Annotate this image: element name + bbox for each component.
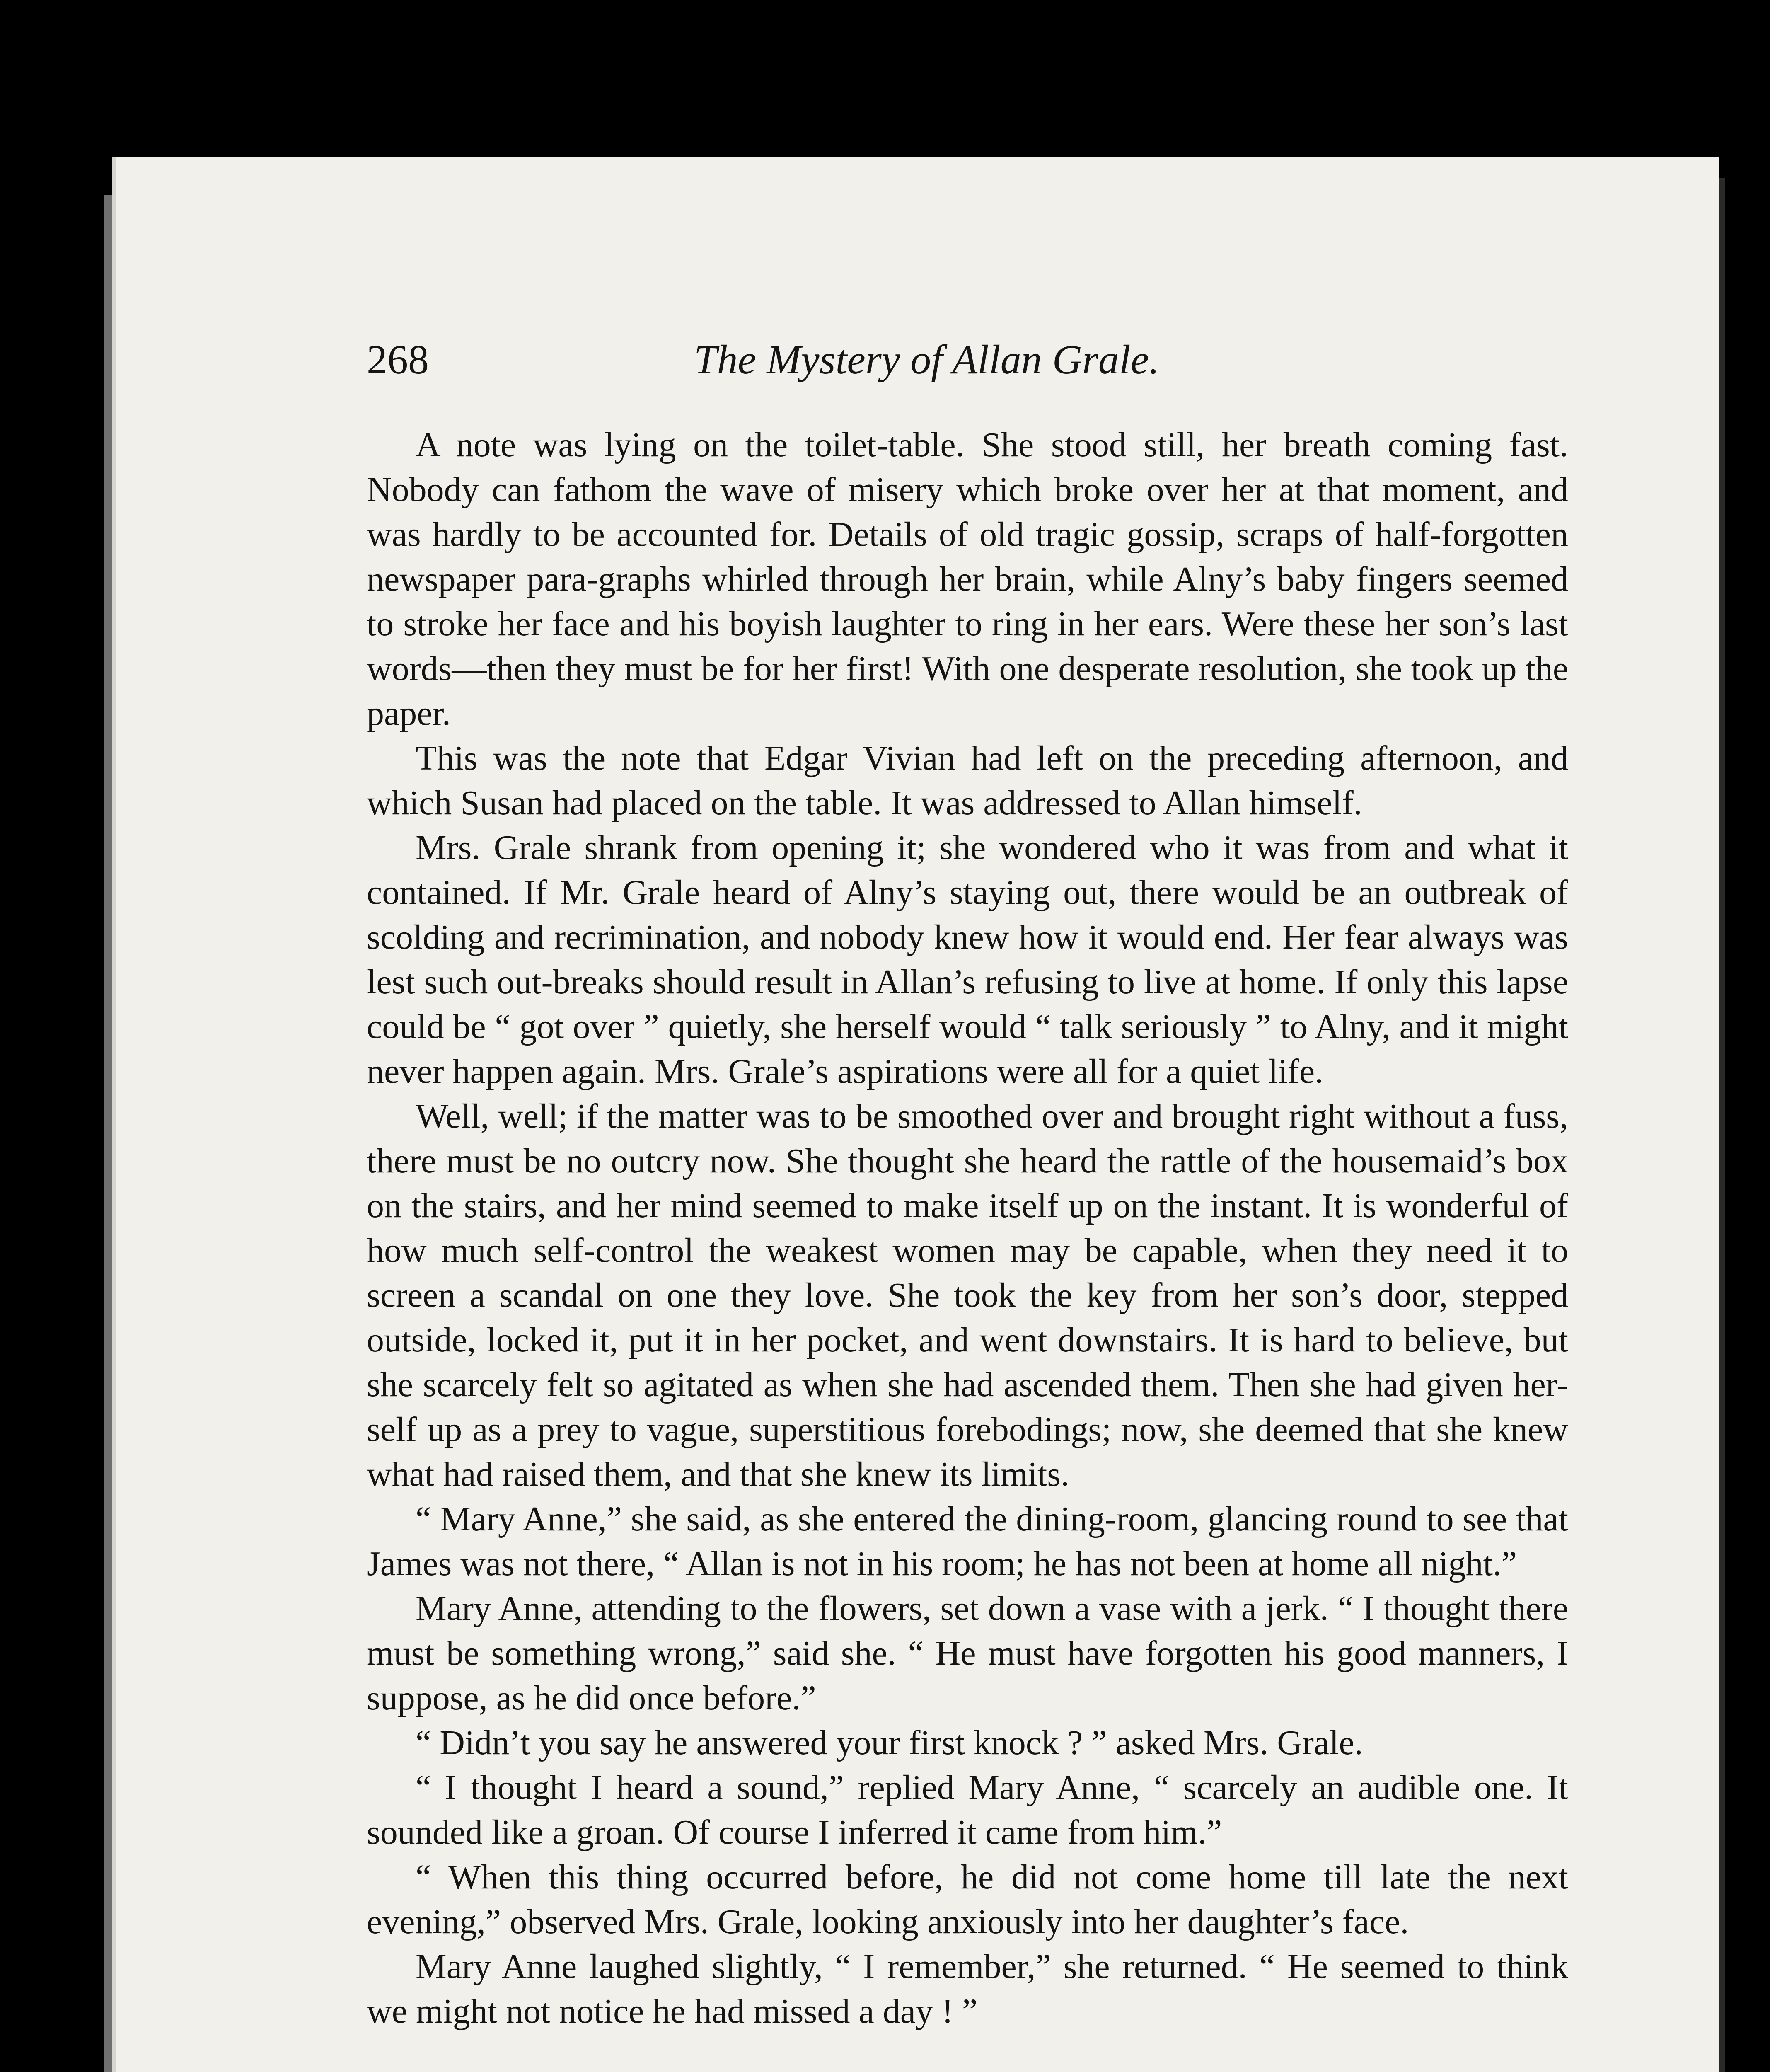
paragraph-2: This was the note that Edgar Vivian had left on the preceding afternoon, and which Susan had placed on the table. It was addressed to Allan himself. xyxy=(367,739,1568,822)
paragraph-10: Mary Anne laughed slightly, “ I remember,” she returned. “ He seemed to think we might not notice he had missed a day ! ” xyxy=(367,1947,1568,2031)
paragraph-4: Well, well; if the matter was to be smoothed over and brought right without a fuss, there must be no outcry now. She thought she heard the rattle of the housemaid’s box on the stairs, and her mind seemed to make itself up on the instant. It is wonderful of how much self-control the weakest women may be capable, when they need it to screen a scandal on one they love. She took the key from her son’s door, stepped outside, locked it, put it in her pocket, and went downstairs. It is hard to believe, but she scarcely felt so agitated as when she had ascended them. Then she had given her-self up as a prey to vague, superstitious forebodings; now, she deemed that she knew what had raised them, and that she knew its limits. xyxy=(367,1097,1568,1493)
running-title: The Mystery of Allan Grale. xyxy=(694,336,1159,382)
paragraph-6: Mary Anne, attending to the flowers, set down a vase with a jerk. “ I thought there must be something wrong,” said she. “ He must have forgotten his good manners, I suppose, as he did once before.” xyxy=(367,1589,1568,1717)
page-number: 268 xyxy=(367,336,429,382)
paragraph-8: “ I thought I heard a sound,” replied Mary Anne, “ scarcely an audible one. It sounded like a groan. Of course I inferred it came from him.” xyxy=(367,1768,1568,1852)
page-right-edge-shadow xyxy=(1719,178,1725,2072)
body-text xyxy=(367,423,1568,2034)
paragraph-3: Mrs. Grale shrank from opening it; she wondered who it was from and what it contained. If Mr. Grale heard of Alny’s staying out, there would be an outbreak of scolding and recrimination, and nobody knew how it would end. Her fear always was lest such out-breaks should result in Allan’s refusing to live at home. If only this lapse could be “ got over ” quietly, she herself would “ talk seriously ” to Alny, and it might never happen again. Mrs. Grale’s aspirations were all for a quiet life. xyxy=(367,828,1568,1091)
paragraph-9: “ When this thing occurred before, he did not come home till late the next evening,” observed Mrs. Grale, looking anxiously into her daughter’s face. xyxy=(367,1858,1568,1941)
page-header xyxy=(255,336,1572,390)
paragraph-1: A note was lying on the toilet-table. She stood still, her breath coming fast. Nobody can fathom the wave of misery which broke over her at that moment, and was hardly to be accounted for. Details of old tragic gossip, scraps of half-forgotten newspaper para-graphs whirled through her brain, while Alny’s baby fingers seemed to stroke her face and his boyish laughter to ring in her ears. Were these her son’s last words—then they must be for her first! With one desperate resolution, she took up the paper. xyxy=(367,426,1568,733)
page-left-edge-shadow xyxy=(104,195,113,2072)
paragraph-5: “ Mary Anne,” she said, as she entered the dining-room, glancing round to see that James was not there, “ Allan is not in his room; he has not been at home all night.” xyxy=(367,1500,1568,1583)
paragraph-7: “ Didn’t you say he answered your first knock ? ” asked Mrs. Grale. xyxy=(416,1723,1363,1762)
